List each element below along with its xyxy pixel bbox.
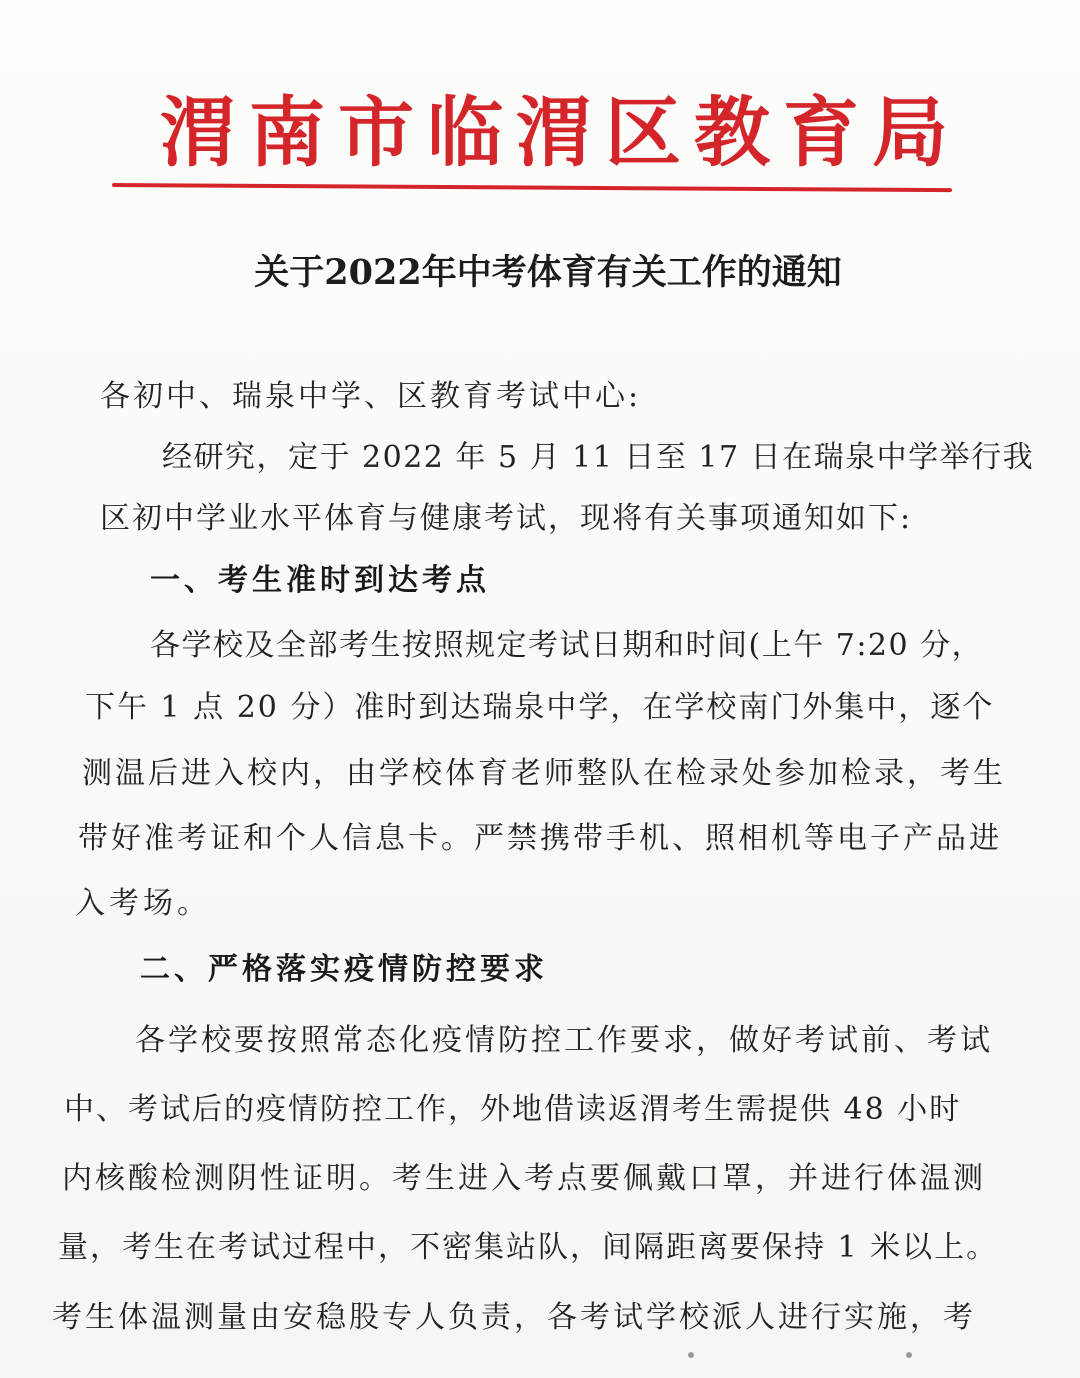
speck-mark: [906, 1352, 912, 1358]
section1-line-4: 带好准考证和个人信息卡。严禁携带手机、照相机等电子产品进: [78, 821, 1002, 856]
intro-line-1: 经研究，定于 2022 年 5 月 11 日至 17 日在瑞泉中学举行我: [162, 440, 1035, 475]
section2-line-5: 考生体温测量由安稳股专人负责，各考试学校派人进行实施，考: [52, 1300, 976, 1335]
intro-line-2: 区初中学业水平体育与健康考试，现将有关事项通知如下:: [100, 501, 913, 536]
section1-line-1: 各学校及全部考生按照规定考试日期和时间(上午 7:20 分，: [150, 628, 984, 663]
letterhead-title: 渭南市临渭区教育局: [160, 88, 961, 177]
speck-mark: [688, 1352, 694, 1358]
addressee: 各初中、瑞泉中学、区教育考试中心:: [100, 379, 642, 414]
letterhead-red-rule: [112, 183, 952, 192]
section1-line-2: 下午 1 点 20 分）准时到达瑞泉中学，在学校南门外集中，逐个: [85, 690, 995, 725]
section2-line-3: 内核酸检测阴性证明。考生进入考点要佩戴口罩，并进行体温测: [62, 1161, 986, 1196]
section1-line-3: 测温后进入校内，由学校体育老师整队在检录处参加检录，考生: [82, 756, 1006, 791]
section1-heading: 一、考生准时到达考点: [150, 563, 490, 598]
notice-title: 关于2022年中考体育有关工作的通知: [254, 252, 842, 293]
section2-line-1: 各学校要按照常态化疫情防控工作要求，做好考试前、考试: [135, 1023, 993, 1058]
section2-line-4: 量，考生在考试过程中，不密集站队，间隔距离要保持 1 米以上。: [58, 1230, 999, 1265]
section2-line-2: 中、考试后的疫情防控工作，外地借读返渭考生需提供 48 小时: [64, 1092, 962, 1127]
section2-heading: 二、严格落实疫情防控要求: [140, 952, 548, 987]
section1-line-5: 入考场。: [75, 886, 211, 921]
